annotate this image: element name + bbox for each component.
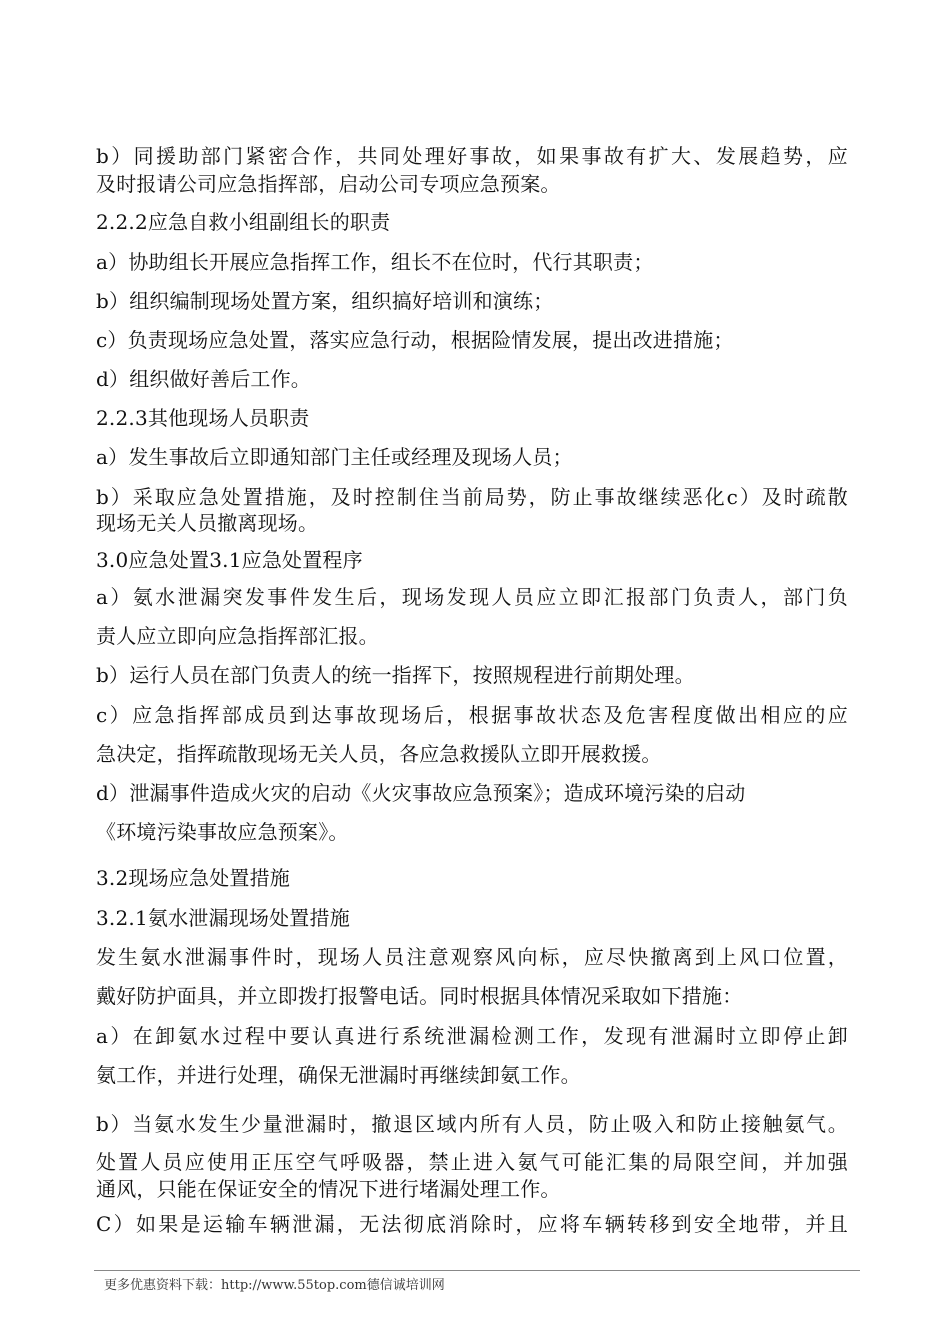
text-line: b）当氨水发生少量泄漏时，撤退区域内所有人员，防止吸入和防止接触氨气。 xyxy=(96,1112,848,1136)
page-footer: 更多优惠资料下载：http://www.55top.com德信诚培训网 xyxy=(104,1278,445,1293)
section-heading: 3.2现场应急处置措施 xyxy=(96,866,291,890)
text-line: 急决定，指挥疏散现场无关人员，各应急救援队立即开展救援。 xyxy=(96,742,662,766)
text-line: a）在卸氨水过程中要认真进行系统泄漏检测工作，发现有泄漏时立即停止卸 xyxy=(96,1024,848,1048)
text-line: c）应急指挥部成员到达事故现场后，根据事故状态及危害程度做出相应的应 xyxy=(96,703,848,727)
section-heading: 3.0应急处置3.1应急处置程序 xyxy=(96,548,363,572)
text-line: b）同援助部门紧密合作，共同处理好事故，如果事故有扩大、发展趋势，应 xyxy=(96,144,848,168)
text-line: a）发生事故后立即通知部门主任或经理及现场人员； xyxy=(96,445,573,469)
text-line: 处置人员应使用正压空气呼吸器，禁止进入氨气可能汇集的局限空间，并加强 xyxy=(96,1150,848,1174)
text-line: a）氨水泄漏突发事件发生后，现场发现人员应立即汇报部门负责人，部门负 xyxy=(96,585,848,609)
text-line: 氨工作，并进行处理，确保无泄漏时再继续卸氨工作。 xyxy=(96,1063,581,1087)
text-line: C）如果是运输车辆泄漏，无法彻底消除时，应将车辆转移到安全地带，并且 xyxy=(96,1212,848,1236)
footer-divider xyxy=(94,1270,860,1271)
section-heading: 2.2.2应急自救小组副组长的职责 xyxy=(96,210,391,234)
text-line: a）协助组长开展应急指挥工作，组长不在位时，代行其职责； xyxy=(96,250,654,274)
text-line: 责人应立即向应急指挥部汇报。 xyxy=(96,624,379,648)
text-line: 《环境污染事故应急预案》。 xyxy=(96,820,349,844)
text-line: b）组织编制现场处置方案，组织搞好培训和演练； xyxy=(96,289,554,313)
text-line: 及时报请公司应急指挥部，启动公司专项应急预案。 xyxy=(96,172,561,196)
text-line: c）负责现场应急处置，落实应急行动，根据险情发展，提出改进措施； xyxy=(96,328,734,352)
text-line: 通风，只能在保证安全的情况下进行堵漏处理工作。 xyxy=(96,1177,561,1201)
text-line: 戴好防护面具，并立即拨打报警电话。同时根据具体情况采取如下措施： xyxy=(96,984,743,1008)
section-heading: 3.2.1氨水泄漏现场处置措施 xyxy=(96,906,350,930)
text-line: 发生氨水泄漏事件时，现场人员注意观察风向标，应尽快撤离到上风口位置， xyxy=(96,945,848,969)
text-line: d）泄漏事件造成火灾的启动《火灾事故应急预案》；造成环境污染的启动 xyxy=(96,781,746,805)
text-line: d）组织做好善后工作。 xyxy=(96,367,312,391)
section-heading: 2.2.3其他现场人员职责 xyxy=(96,406,310,430)
text-line: b）采取应急处置措施，及时控制住当前局势，防止事故继续恶化c）及时疏散 xyxy=(96,485,848,509)
text-line: b）运行人员在部门负责人的统一指挥下，按照规程进行前期处理。 xyxy=(96,663,695,687)
text-line: 现场无关人员撤离现场。 xyxy=(96,511,319,535)
